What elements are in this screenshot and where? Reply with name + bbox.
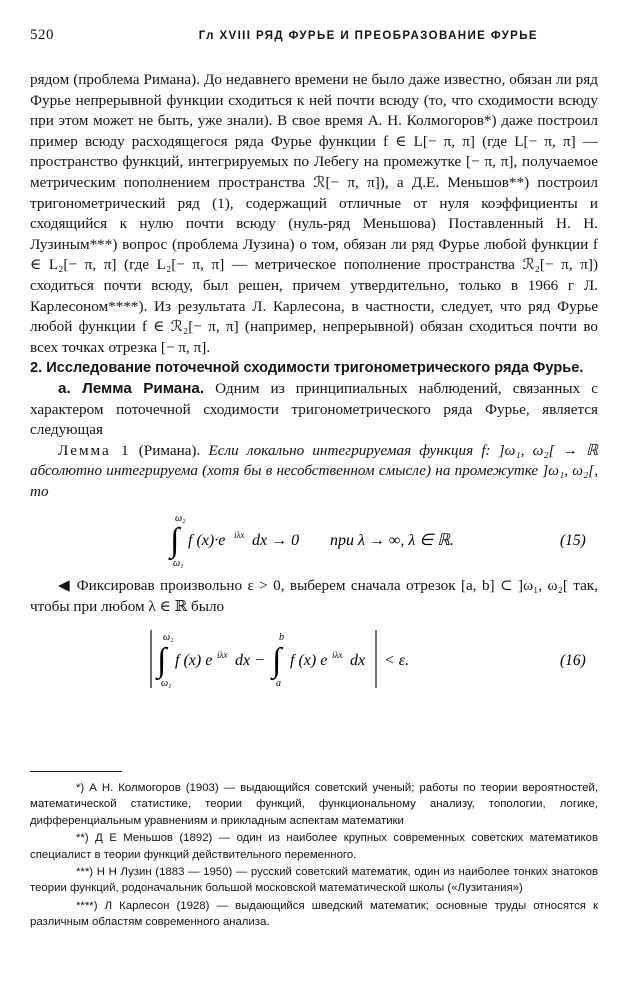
eq16-tail: dx	[350, 651, 366, 669]
eq15-exponent: iλx	[234, 530, 245, 541]
equation-16	[30, 624, 598, 694]
lemma-label: Лемма 1	[58, 441, 131, 459]
footnote-rule	[30, 771, 122, 772]
lemma-name: (Римана).	[130, 441, 209, 459]
eq16-integral-sign-2: ∫	[272, 641, 282, 679]
eq15-upper-limit: ω₂	[175, 513, 186, 525]
running-title: Гл XVIII РЯД ФУРЬЕ И ПРЕОБРАЗОВАНИЕ ФУРЬЕ	[198, 30, 538, 42]
eq15-lower-limit: ω₁	[173, 558, 184, 570]
intro-paragraph: рядом (проблема Римана). До недавнего времени не было даже известно, обязан ли ряд Фурье непрерывной функции сходиться к ней почти всюду (то, что сходимости всюду при этом может не быть, уже знали). В свое время А. Н. Колмогоров*) даже построил пример всюду расходящегося ряда Фурье функции f ∈ L[− π, π] (где L[− π, π] — пространство функций, интегрируемых по Лебегу на промежутке [− π, π], получаемое метрическим пополнением пространства ℛ[− π, π]), а Д.Е. Меньшов**) построил тригонометрический ряд (1), содержащий отличные от нуля коэффициенты и сходящийся к нулю почти всюду (нуль-ряд Меньшова) Поставленный Н. Н. Лузиным***) вопрос (проблема Лузина) о том, обязан ли ряд Фурье любой функции f ∈ L₂[− π, π] (где L₂[− π, π] — метрическое пополнение пространства ℛ₂[− π, π]) сходиться почти всюду, был решен, причем утвердительно, только в 1966 г Л. Карлесоном****). Из результата Л. Карлесона, в частности, следует, что ряд Фурье любой функции f ∈ ℛ₂[− π, π] (например, непрерывной) обязан сходиться почти во всех точках отрезка [− π, π].	[30, 71, 598, 356]
eq15-tail: dx → 0	[252, 532, 300, 550]
eq16-exponent-2: iλx	[332, 649, 343, 660]
subsection-text: Одним из принципиальных наблюдений, связанных с характером поточечной сходимости тригонометрического ряда Фурье, является следующая	[30, 379, 599, 439]
eq15-number: (15)	[560, 532, 586, 550]
eq16-integral-sign-1: ∫	[157, 641, 167, 679]
lemma-statement: Если локально интегрируемая функция f: ]ω₁, ω₂[ → ℝ абсолютно интегрируема (хотя бы в несобственном смысле) на промежутке ]ω₁, ω₂[, то	[30, 441, 599, 500]
footnote-kolmogorov: *) А Н. Колмогоров (1903) — выдающийся советский ученый; работы по теории вероятностей, математической статистике, теории функций, функциональному анализу, топологии, логике, дифференциальным уравнениям и прикладным аспектам математики	[30, 782, 598, 827]
eq16-middle: dx −	[235, 651, 265, 669]
page-header	[30, 27, 598, 47]
footnote-luzin: ***) Н Н Лузин (1883 — 1950) — русский советский математик, один из наиболее тонких знатоков теории функций, родоначальник большой московской математической школы («Лузитания»)	[30, 866, 598, 895]
eq16-integrand-1: f (x) e	[175, 651, 213, 669]
eq15-integral-sign: ∫	[170, 522, 180, 560]
lemma-statement-paragraph	[30, 441, 598, 503]
eq16-upper-limit-1: ω₂	[163, 631, 174, 643]
main-text	[30, 70, 598, 700]
section-heading: 2. Исследование поточечной сходимости тригонометрического ряда Фурье.	[30, 360, 584, 377]
equation-15	[30, 508, 598, 570]
eq15-condition: при λ → ∞, λ ∈ ℝ.	[330, 532, 454, 550]
footnote-carleson: ****) Л Карлесон (1928) — выдающийся шведский математик; основные труды относятся к различным областям современного анализа.	[30, 899, 598, 929]
riemann-lemma-intro	[30, 379, 598, 441]
eq16-lower-limit-1: ω₁	[161, 677, 172, 689]
eq16-integrand-2: f (x) e	[290, 651, 328, 669]
eq16-exponent-1: iλx	[217, 649, 228, 660]
eq16-upper-limit-2: b	[279, 631, 284, 643]
equation-16-graphic	[30, 624, 598, 694]
proof-paragraph: ◀ Фиксировав произвольно ε > 0, выберем сначала отрезок [a, b] ⊂ ]ω₁, ω₂[ так, чтобы при любом λ ∈ ℝ было	[30, 577, 598, 616]
subsection-heading: а. Лемма Римана.	[58, 379, 205, 397]
eq16-lower-limit-2: a	[276, 677, 281, 689]
footnotes	[30, 780, 598, 932]
eq16-rhs: < ε.	[384, 651, 410, 669]
eq16-number: (16)	[560, 651, 586, 669]
page-number: 520	[30, 27, 54, 43]
eq15-integrand: f (x)·e	[188, 532, 226, 550]
equation-15-graphic	[30, 508, 598, 570]
footnote-menshov: **) Д Е Меньшов (1892) — один из наиболее крупных современных советских математиков специалист в теории функций действительного переменного.	[30, 832, 598, 861]
